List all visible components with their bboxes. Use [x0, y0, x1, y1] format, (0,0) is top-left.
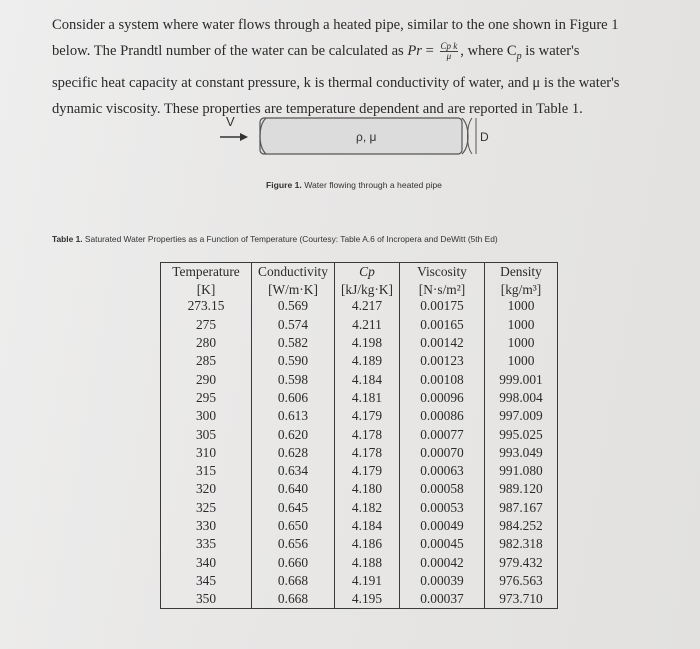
cell-viscosity: 0.00142	[400, 334, 485, 352]
cell-conductivity: 0.628	[252, 444, 335, 462]
cell-cp: 4.179	[335, 407, 400, 425]
cell-density: 973.710	[485, 590, 558, 609]
cell-conductivity: 0.660	[252, 553, 335, 571]
diameter-bracket-icon	[468, 118, 477, 154]
cell-cp: 4.179	[335, 462, 400, 480]
cell-viscosity: 0.00042	[400, 553, 485, 571]
cell-cp: 4.182	[335, 499, 400, 517]
cell-temperature: 335	[161, 535, 252, 553]
cell-cp: 4.178	[335, 444, 400, 462]
header-cp	[335, 263, 400, 282]
table-row	[161, 316, 558, 334]
cell-density: 1000	[485, 334, 558, 352]
table-caption-text: Saturated Water Properties as a Function of Temperature (Courtesy: Table A.6 of Incropera and DeWitt (5th Ed)	[82, 234, 498, 244]
figure-caption-label: Figure 1.	[266, 180, 302, 190]
pipe-properties-label: ρ, μ	[356, 130, 377, 144]
cell-cp: 4.184	[335, 517, 400, 535]
cell-conductivity: 0.668	[252, 590, 335, 609]
cell-conductivity: 0.613	[252, 407, 335, 425]
cell-density: 1000	[485, 316, 558, 334]
velocity-label: V	[226, 114, 235, 129]
cell-viscosity: 0.00053	[400, 499, 485, 517]
problem-paragraph	[52, 12, 652, 122]
table-units-row	[161, 281, 558, 297]
cell-conductivity: 0.582	[252, 334, 335, 352]
cell-temperature: 295	[161, 389, 252, 407]
fraction-denominator: μ	[446, 51, 452, 62]
table-body	[161, 297, 558, 609]
figure-caption-text: Water flowing through a heated pipe	[301, 180, 442, 190]
table-row	[161, 444, 558, 462]
table-header-row	[161, 263, 558, 282]
header-viscosity: Viscosity	[400, 263, 485, 282]
paragraph-line-4: dynamic viscosity. These properties are temperature dependent and are reported in Table 1.	[52, 100, 583, 117]
table-row	[161, 535, 558, 553]
cp-subscript: p	[516, 50, 522, 62]
cell-temperature: 330	[161, 517, 252, 535]
cell-conductivity: 0.634	[252, 462, 335, 480]
header-conductivity: Conductivity	[252, 263, 335, 282]
cell-density: 999.001	[485, 370, 558, 388]
cell-viscosity: 0.00108	[400, 370, 485, 388]
cell-conductivity: 0.569	[252, 297, 335, 315]
cell-conductivity: 0.606	[252, 389, 335, 407]
cell-viscosity: 0.00165	[400, 316, 485, 334]
cell-conductivity: 0.656	[252, 535, 335, 553]
cell-viscosity: 0.00045	[400, 535, 485, 553]
prandtl-fraction	[440, 42, 459, 61]
cell-temperature: 305	[161, 425, 252, 443]
cell-conductivity: 0.620	[252, 425, 335, 443]
cell-density: 997.009	[485, 407, 558, 425]
cell-viscosity: 0.00049	[400, 517, 485, 535]
table-row	[161, 572, 558, 590]
cell-density: 993.049	[485, 444, 558, 462]
table-caption	[52, 234, 498, 244]
cell-cp: 4.186	[335, 535, 400, 553]
cell-temperature: 310	[161, 444, 252, 462]
cell-conductivity: 0.590	[252, 352, 335, 370]
cell-conductivity: 0.668	[252, 572, 335, 590]
unit-viscosity: [N·s/m²]	[400, 281, 485, 297]
cell-density: 1000	[485, 297, 558, 315]
cell-cp: 4.181	[335, 389, 400, 407]
cell-temperature: 315	[161, 462, 252, 480]
cell-temperature: 273.15	[161, 297, 252, 315]
cell-viscosity: 0.00070	[400, 444, 485, 462]
unit-conductivity: [W/m·K]	[252, 281, 335, 297]
cell-cp: 4.184	[335, 370, 400, 388]
cell-temperature: 280	[161, 334, 252, 352]
unit-density: [kg/m³]	[485, 281, 558, 297]
cell-temperature: 290	[161, 370, 252, 388]
cell-cp: 4.178	[335, 425, 400, 443]
cell-viscosity: 0.00123	[400, 352, 485, 370]
paragraph-line-2-text: below. The Prandtl number of the water can be calculated as	[52, 43, 408, 59]
cell-cp: 4.217	[335, 297, 400, 315]
table-row	[161, 334, 558, 352]
cell-density: 1000	[485, 352, 558, 370]
paragraph-line-1: Consider a system where water flows through a heated pipe, similar to the one shown in Figure 1	[52, 17, 619, 33]
figure-caption	[266, 180, 442, 190]
paragraph-line-3: specific heat capacity at constant pressure, k is thermal conductivity of water, and μ is the water's	[52, 74, 620, 91]
pipe-figure	[220, 112, 510, 172]
cell-viscosity: 0.00077	[400, 425, 485, 443]
cell-viscosity: 0.00039	[400, 572, 485, 590]
fraction-numerator: Cp k	[440, 41, 458, 52]
paragraph-line-2-where: , where C	[460, 43, 517, 59]
cell-conductivity: 0.650	[252, 517, 335, 535]
table-row	[161, 297, 558, 315]
table-row	[161, 462, 558, 480]
cell-cp: 4.211	[335, 316, 400, 334]
cell-temperature: 275	[161, 316, 252, 334]
cell-density: 998.004	[485, 389, 558, 407]
cell-cp: 4.198	[335, 334, 400, 352]
table-row	[161, 480, 558, 498]
equals-sign: =	[425, 43, 434, 59]
unit-temperature: [K]	[161, 281, 252, 297]
cell-density: 991.080	[485, 462, 558, 480]
cell-temperature: 300	[161, 407, 252, 425]
cell-density: 982.318	[485, 535, 558, 553]
paragraph-line-2-end: is water's	[521, 43, 580, 59]
cell-density: 989.120	[485, 480, 558, 498]
cell-density: 979.432	[485, 553, 558, 571]
table-row	[161, 499, 558, 517]
table-caption-label: Table 1.	[52, 234, 83, 244]
flow-arrow-icon	[220, 133, 248, 141]
header-cp-text: Cp	[359, 264, 375, 280]
cell-density: 984.252	[485, 517, 558, 535]
cell-cp: 4.195	[335, 590, 400, 609]
cell-cp: 4.188	[335, 553, 400, 571]
table-row	[161, 352, 558, 370]
table-row	[161, 370, 558, 388]
cell-conductivity: 0.598	[252, 370, 335, 388]
cell-temperature: 345	[161, 572, 252, 590]
cell-temperature: 350	[161, 590, 252, 609]
table-row	[161, 407, 558, 425]
cell-density: 995.025	[485, 425, 558, 443]
table-row	[161, 553, 558, 571]
cell-viscosity: 0.00175	[400, 297, 485, 315]
cell-cp: 4.180	[335, 480, 400, 498]
cell-viscosity: 0.00063	[400, 462, 485, 480]
cell-temperature: 340	[161, 553, 252, 571]
cell-viscosity: 0.00058	[400, 480, 485, 498]
cell-cp: 4.189	[335, 352, 400, 370]
cell-conductivity: 0.574	[252, 316, 335, 334]
cell-density: 976.563	[485, 572, 558, 590]
diameter-label: D	[480, 130, 489, 144]
table-row	[161, 517, 558, 535]
paragraph-line-2	[52, 38, 652, 70]
table-row	[161, 590, 558, 609]
cell-cp: 4.191	[335, 572, 400, 590]
cell-conductivity: 0.645	[252, 499, 335, 517]
cell-viscosity: 0.00096	[400, 389, 485, 407]
cell-conductivity: 0.640	[252, 480, 335, 498]
cell-viscosity: 0.00086	[400, 407, 485, 425]
cell-temperature: 320	[161, 480, 252, 498]
cell-density: 987.167	[485, 499, 558, 517]
prandtl-symbol: Pr	[407, 43, 422, 59]
header-temperature: Temperature	[161, 263, 252, 282]
cell-temperature: 285	[161, 352, 252, 370]
table-row	[161, 389, 558, 407]
header-density: Density	[485, 263, 558, 282]
cell-viscosity: 0.00037	[400, 590, 485, 609]
cell-temperature: 325	[161, 499, 252, 517]
unit-cp: [kJ/kg·K]	[335, 281, 400, 297]
water-properties-table	[160, 262, 558, 609]
table-row	[161, 425, 558, 443]
